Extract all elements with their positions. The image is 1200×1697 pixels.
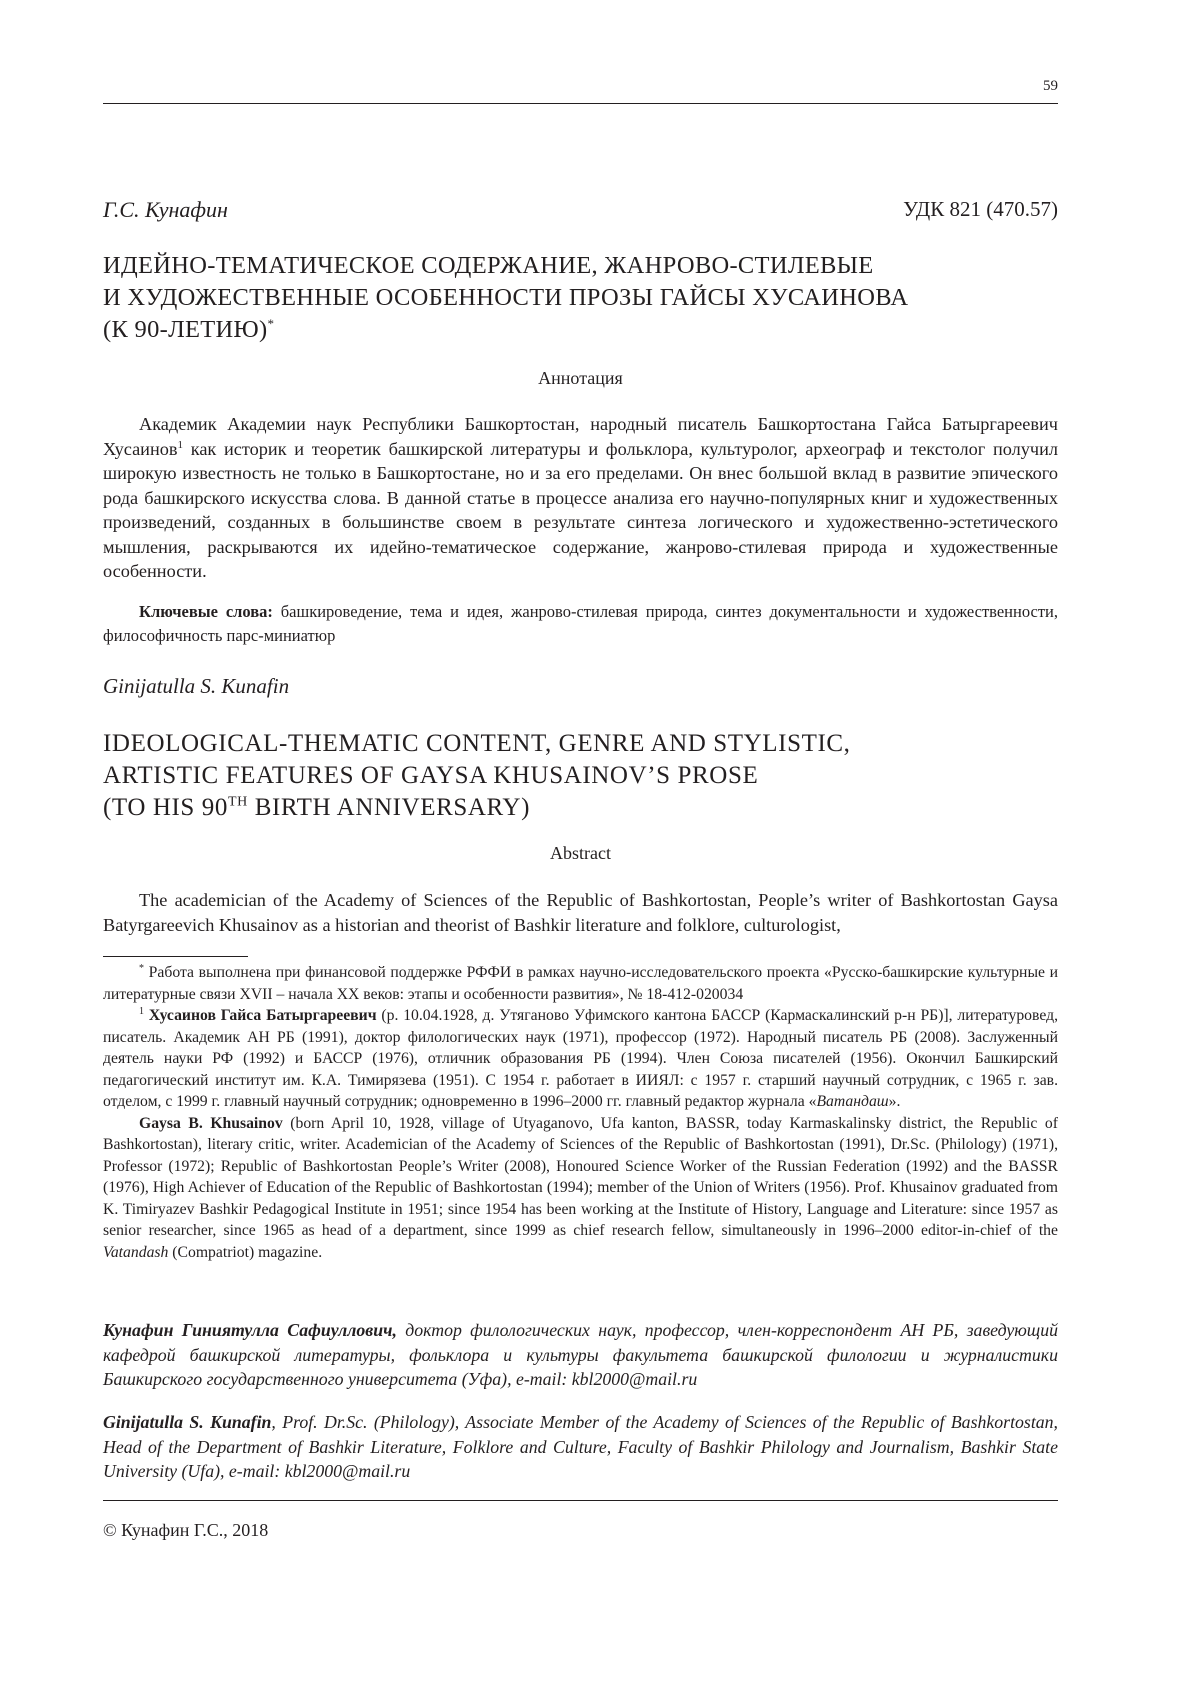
copyright: © Кунафин Г.С., 2018 <box>103 1520 269 1540</box>
title-en-line-3-a: (TO HIS 90 <box>103 794 228 821</box>
page-number: 59 <box>1043 78 1058 94</box>
affiliation-en-text: , Prof. Dr.Sc. (Philology), Associate Member of the Academy of Sciences of the Republic of Bashkortostan, Head of the Department of Bashkir Literature, Folklore and Culture, Faculty of Bashkir Philology and Journalism, Bashkir State University (Ufa), e-mail: kbl2000@mail.ru <box>103 1412 1058 1481</box>
title-footnote-marker: * <box>267 315 275 331</box>
title-en-superscript: TH <box>227 794 248 810</box>
title-en-line-2: ARTISTIC FEATURES OF GAYSA KHUSAINOV’S PROSE <box>103 762 759 789</box>
title-ru-line-3 <box>103 314 1058 346</box>
annotation-part-1: Академик Академии наук Республики Башкортостан, народный писатель Башкортостана Гайса Батыргареевич Хусаинов <box>103 414 1058 459</box>
article-title-en <box>103 728 1058 824</box>
footnote-star <box>103 962 1058 1005</box>
annotation-part-2: как историк и теоретик башкирской литературы и фольклора, культуролог, археограф и текстолог получил широкую известность не только в Башкортостане, но и за его пределами. Он внес большой вклад в развитие эпического рода башкирского искусства слова. В данной статье в процессе анализа его научно-популярных книг и художественных произведений, созданных в большинстве своем в результате синтеза логического и художественно-эстетического мышления, раскрываются их идейно-тематическое содержание, жанрово-стилевая природа и художественные особенности. <box>103 438 1058 581</box>
footnote-1-journal: Ватандаш <box>816 1093 889 1110</box>
bottom-rule <box>103 1500 1058 1501</box>
keywords <box>103 600 1058 648</box>
title-en-line-1: IDEOLOGICAL-THEMATIC CONTENT, GENRE AND STYLISTIC, <box>103 730 851 757</box>
footnote-1 <box>103 1005 1058 1113</box>
title-en-line-3 <box>103 792 1058 824</box>
footnote-star-text: Работа выполнена при финансовой поддержке РФФИ в рамках научно-исследовательского проекта «Русско-башкирские культурные и литературные связи XVII – начала XX веков: этапы и особенности развития», № 18-412-020034 <box>103 964 1058 1003</box>
abstract-heading: Abstract <box>550 843 611 863</box>
footnote-rule <box>103 956 248 957</box>
footnote-en-text: (born April 10, 1928, village of Utyaganovo, Ufa kanton, BASSR, today Karmaskalinsky district, the Republic of Bashkortostan), literary critic, writer. Academician of the Academy of Sciences of the Republic of Bashkortostan (1991), Dr.Sc. (Philology) (1971), Professor (1972); Republic of Bashkortostan People’s Writer (2008), Honoured Science Worker of the Russian Federation (1992) and the BASSR (1976), High Achiever of Education of the Republic of Bashkortostan (1994); member of the Union of Writers (1956). Prof. Khusainov graduated from K. Timiryazev Bashkir Pedagogical Institute in 1951; since 1954 has been working at the Institute of History, Language and Literature: since 1957 as senior researcher, since 1965 as head of a department, since 1999 as chief research fellow, simultaneously in 1996–2000 editor-in-chief of the <box>103 1114 1058 1239</box>
annotation-text <box>103 412 1058 584</box>
title-ru-line-3-text: (К 90-ЛЕТИЮ) <box>103 316 268 343</box>
footnote-1-en <box>103 1113 1058 1264</box>
affiliation-ru-text: доктор филологических наук, профессор, член-корреспондент АН РБ, заведующий кафедрой башкирской литературы, фольклора и культуры факультета башкирской филологии и журналистики Башкирского государственного университета (Уфа), e-mail: kbl2000@mail.ru <box>103 1320 1059 1389</box>
author-affiliation-en <box>103 1410 1058 1484</box>
footnote-1-marker: 1 <box>139 1005 144 1017</box>
author-affiliation-ru <box>103 1318 1058 1392</box>
abstract-text: The academician of the Academy of Sciences of the Republic of Bashkortostan, People’s writer of Bashkortostan Gaysa Batyrgareevich Khusainov as a historian and theorist of Bashkir literature and folklore, culturologist, <box>103 890 1058 935</box>
footnote-en-end: (Compatriot) magazine. <box>168 1243 323 1261</box>
keywords-label: Ключевые слова: <box>139 602 273 621</box>
footnote-en-name: Gaysa B. Khusainov <box>139 1114 283 1132</box>
keywords-text: башкироведение, тема и идея, жанрово-стилевая природа, синтез документальности и художественности, философичность парс-миниатюр <box>103 602 1058 645</box>
title-ru-line-2: И ХУДОЖЕСТВЕННЫЕ ОСОБЕННОСТИ ПРОЗЫ ГАЙСЫ ХУСАИНОВА <box>103 284 909 311</box>
footnote-star-marker: * <box>139 962 144 974</box>
affiliation-en-name: Ginijatulla S. Kunafin <box>103 1412 272 1432</box>
footnotes <box>103 962 1058 1263</box>
footnote-1-end: ». <box>888 1093 901 1110</box>
title-en-line-3-b: BIRTH ANNIVERSARY) <box>247 794 530 821</box>
annotation-footnote-marker: 1 <box>177 438 184 451</box>
affiliation-ru-name: Кунафин Гиниятулла Сафиуллович, <box>103 1320 397 1340</box>
footnote-1-name: Хусаинов Гайса Батыргареевич <box>148 1007 377 1024</box>
author-name-en: Ginijatulla S. Kunafin <box>103 674 290 698</box>
author-name-ru: Г.С. Кунафин <box>103 197 228 222</box>
footnote-1-text: (р. 10.04.1928, д. Утяганово Уфимского кантона БАССР (Кармаскалинский р-н РБ)], литературовед, писатель. Академик АН РБ (1991), доктор филологических наук (1971), профессор (1972). Народный писатель РБ (2008). Заслуженный деятель науки РФ (1992) и БАССР (1976), отличник образования РБ (1994). Член Союза писателей (1956). Окончил Башкирский педагогический институт им. К.А. Тимирязева (1951). С 1954 г. работает в ИИЯЛ: с 1957 г. старший научный сотрудник, с 1965 г. зав. отделом, с 1999 г. главный научный сотрудник; одновременно в 1996–2000 гг. главный редактор журнала « <box>103 1007 1058 1110</box>
title-ru-line-1: ИДЕЙНО-ТЕМАТИЧЕСКОЕ СОДЕРЖАНИЕ, ЖАНРОВО-СТИЛЕВЫЕ <box>103 252 874 279</box>
footnote-en-journal: Vatandash <box>103 1243 169 1261</box>
annotation-heading: Аннотация <box>538 368 623 388</box>
article-title-ru <box>103 250 1058 346</box>
header-rule <box>103 103 1058 104</box>
udk-code: УДК 821 (470.57) <box>903 197 1058 221</box>
